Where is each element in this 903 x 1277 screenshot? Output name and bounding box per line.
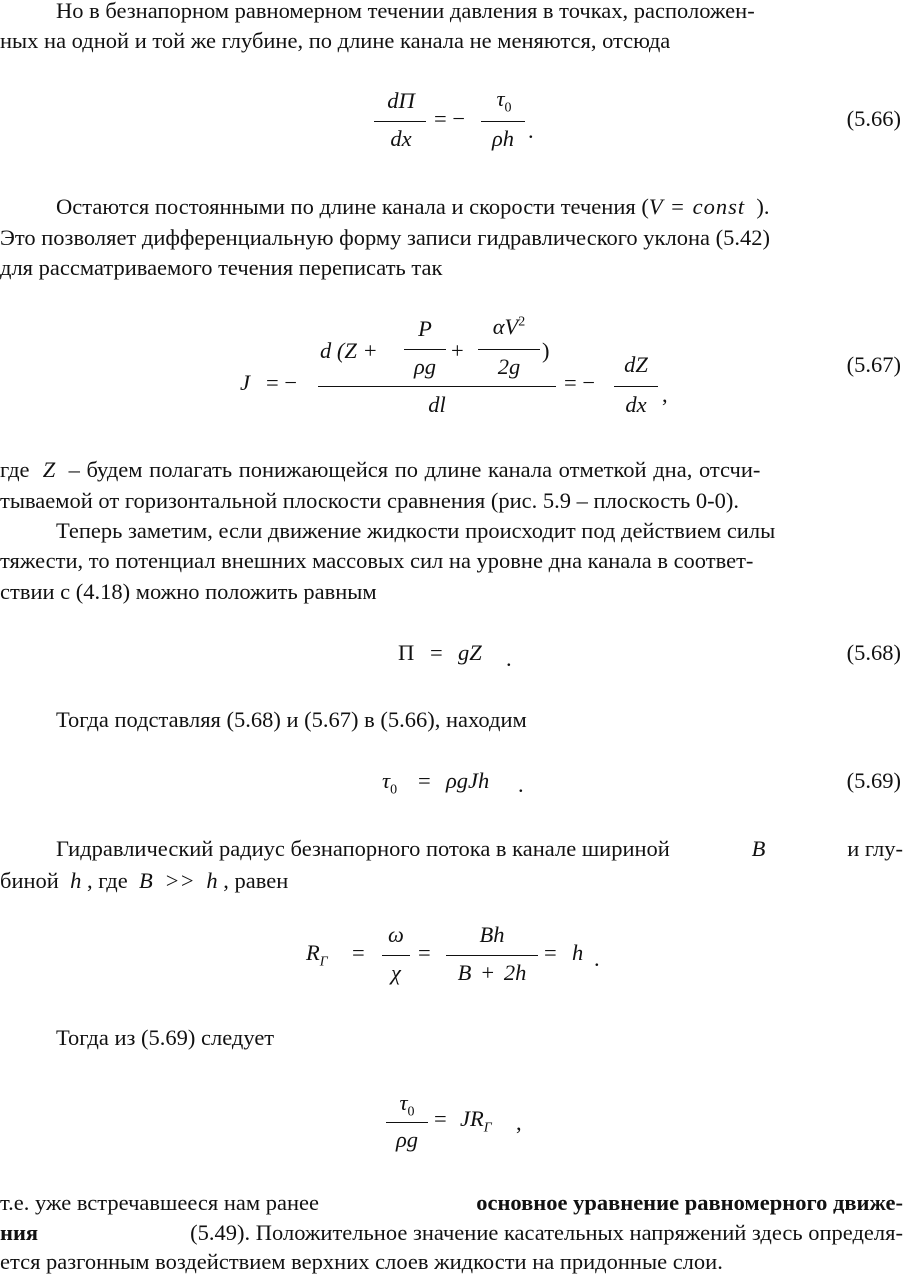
eq-radius-equals-3: = xyxy=(544,940,557,965)
eq-5-67-comma: , xyxy=(662,382,668,407)
paragraph-3-line-3 xyxy=(0,516,903,546)
paragraph-2-line-3: для рассматриваемого течения переписать так xyxy=(0,255,443,280)
eq-radius-equals-2: = xyxy=(418,940,431,965)
eq-5-68-equals: = xyxy=(430,640,443,665)
text-span: т.е. уже встречавшееся нам ранее xyxy=(0,1190,319,1215)
eq-5-67-alpha-bar xyxy=(478,349,540,350)
paragraph-3-line-2: тываемой от горизонтальной плоскости сравнения (рис. 5.9 – плоскость 0-0). xyxy=(0,488,740,513)
text-span: ). xyxy=(756,194,770,219)
equation-number-5-67: (5.67) xyxy=(846,352,901,377)
bold-term: основное уравнение равномерного движе- xyxy=(476,1190,903,1215)
paragraph-2-line-2 xyxy=(0,223,903,253)
eq-radius-lhs: $R_Г$ xyxy=(306,940,328,970)
text-span: Гидравлический радиус безнапорного потока в канале шириной xyxy=(56,836,670,861)
eq-final-equals: = xyxy=(434,1106,447,1131)
eq-5-69-lhs: $\tau_0$ xyxy=(382,768,398,798)
eq-final-bar xyxy=(386,1122,428,1123)
eq-radius-f1-denominator: χ xyxy=(391,960,401,985)
text-span: и глу- xyxy=(847,836,903,861)
eq-5-67-alpha-numerator: $\alpha V^2$ xyxy=(492,314,526,339)
bold-term: ния xyxy=(0,1220,39,1245)
eq-5-67-main-bar xyxy=(318,386,556,387)
eq-5-66-lhs-numerator: dΠ xyxy=(387,88,415,113)
paragraph-5-line-2 xyxy=(0,866,903,896)
eq-radius-f1-numerator: ω xyxy=(388,922,404,947)
math-inline: V = const xyxy=(648,194,746,219)
paragraph-5-line-1 xyxy=(0,834,903,864)
paragraph-3-line-4 xyxy=(0,546,903,576)
eq-radius-f2-bar xyxy=(446,955,538,956)
paragraph-2-line-1 xyxy=(0,192,903,222)
eq-5-67-rhs-numerator: dZ xyxy=(624,352,648,377)
eq-5-67-p-bar xyxy=(404,349,446,350)
eq-5-67-p-denominator: ρg xyxy=(413,354,437,379)
text-span: биной xyxy=(0,868,59,893)
eq-5-66-period: . xyxy=(528,118,534,143)
eq-5-69-rhs: ρgJh xyxy=(446,768,490,793)
math-inline: h xyxy=(70,868,82,893)
eq-radius-f2-numerator: Bh xyxy=(479,922,505,947)
text-span: где xyxy=(0,457,30,482)
text-span: , равен xyxy=(223,868,289,893)
eq-5-69-period: . xyxy=(518,772,524,797)
eq-radius-f2-denominator: B + 2h xyxy=(457,960,527,985)
eq-5-67-alpha-denominator: 2g xyxy=(497,354,521,379)
eq-radius-period: . xyxy=(594,946,600,971)
eq-5-66-lhs-denominator: dx xyxy=(390,126,412,151)
eq-5-66-rhs-numerator: $\tau_0$ xyxy=(496,86,512,116)
equation-number-5-68: (5.68) xyxy=(846,640,901,665)
math-inline: B xyxy=(751,836,766,861)
eq-5-67-rhs-denominator: dx xyxy=(625,392,647,417)
eq-5-68-period: . xyxy=(506,646,512,671)
paragraph-7-line-1 xyxy=(0,1188,903,1218)
eq-5-67-numerator-open: d (Z + xyxy=(320,338,378,363)
paragraph-1-line-2: ных на одной и той же глубине, по длине канала не меняются, отсюда xyxy=(0,28,671,53)
paragraph-1-line-1 xyxy=(0,0,903,26)
eq-5-68-rhs: gZ xyxy=(458,640,482,665)
eq-final-denominator: ρg xyxy=(395,1127,419,1152)
eq-5-67-close-paren: ) xyxy=(542,338,550,363)
eq-5-66-equals: = − xyxy=(434,106,466,131)
text-span: (5.49). Положительное значение касательных напряжений здесь определя- xyxy=(190,1220,903,1245)
eq-5-66-rhs-bar xyxy=(481,121,525,122)
eq-5-68-lhs: Π xyxy=(398,640,415,665)
text-span: Это позволяет дифференциальную форму записи гидравлического уклона (5.42) xyxy=(0,225,770,250)
eq-5-67-lhs: J xyxy=(240,370,250,395)
paragraph-7-line-3: ется разгонным воздействием верхних слоев жидкости на придонные слои. xyxy=(0,1249,723,1274)
paragraph-3-line-1 xyxy=(0,455,903,485)
eq-5-69-equals: = xyxy=(418,768,431,793)
eq-radius-rhs: h xyxy=(572,940,584,965)
text-span: тяжести, то потенциал внешних массовых сил на уровне дна канала в соответ- xyxy=(0,548,754,573)
paragraph-7-line-2 xyxy=(0,1218,903,1248)
eq-5-66-lhs-bar xyxy=(374,121,426,122)
eq-5-66-rhs-denominator: ρh xyxy=(491,126,515,151)
text-span: – будем полагать понижающейся по длине канала отметкой дна, отсчи- xyxy=(68,457,761,482)
eq-5-67-p-numerator: P xyxy=(418,316,432,341)
equation-number-5-66: (5.66) xyxy=(846,106,901,131)
math-inline: Z xyxy=(42,457,56,482)
text-span: Но в безнапорном равномерном течении давления в точках, расположен- xyxy=(56,0,755,23)
text-span: Остаются постоянными по длине канала и скорости течения ( xyxy=(56,194,649,219)
text-span: , где xyxy=(86,868,128,893)
eq-final-numerator: $\tau_0$ xyxy=(399,1090,415,1120)
equation-number-5-69: (5.69) xyxy=(846,768,901,793)
eq-final-rhs: $JR_Г$ xyxy=(460,1106,492,1136)
eq-5-67-equals: = − xyxy=(266,370,298,395)
eq-radius-f1-bar xyxy=(382,955,410,956)
eq-5-67-equals-2: = − xyxy=(564,370,596,395)
eq-radius-equals: = xyxy=(352,940,365,965)
eq-5-67-rhs-bar xyxy=(614,386,658,387)
paragraph-4-line-1: Тогда подставляя (5.68) и (5.67) в (5.66), находим xyxy=(56,707,527,732)
eq-final-comma: , xyxy=(516,1110,522,1135)
text-span: Теперь заметим, если движение жидкости происходит под действием силы xyxy=(56,518,776,543)
paragraph-6-line-1: Тогда из (5.69) следует xyxy=(56,1025,275,1050)
paragraph-3-line-5: ствии с (4.18) можно положить равным xyxy=(0,579,377,604)
math-inline: B >> h xyxy=(139,868,218,893)
eq-5-67-plus: + xyxy=(451,338,464,363)
eq-5-67-denominator: dl xyxy=(428,392,446,417)
